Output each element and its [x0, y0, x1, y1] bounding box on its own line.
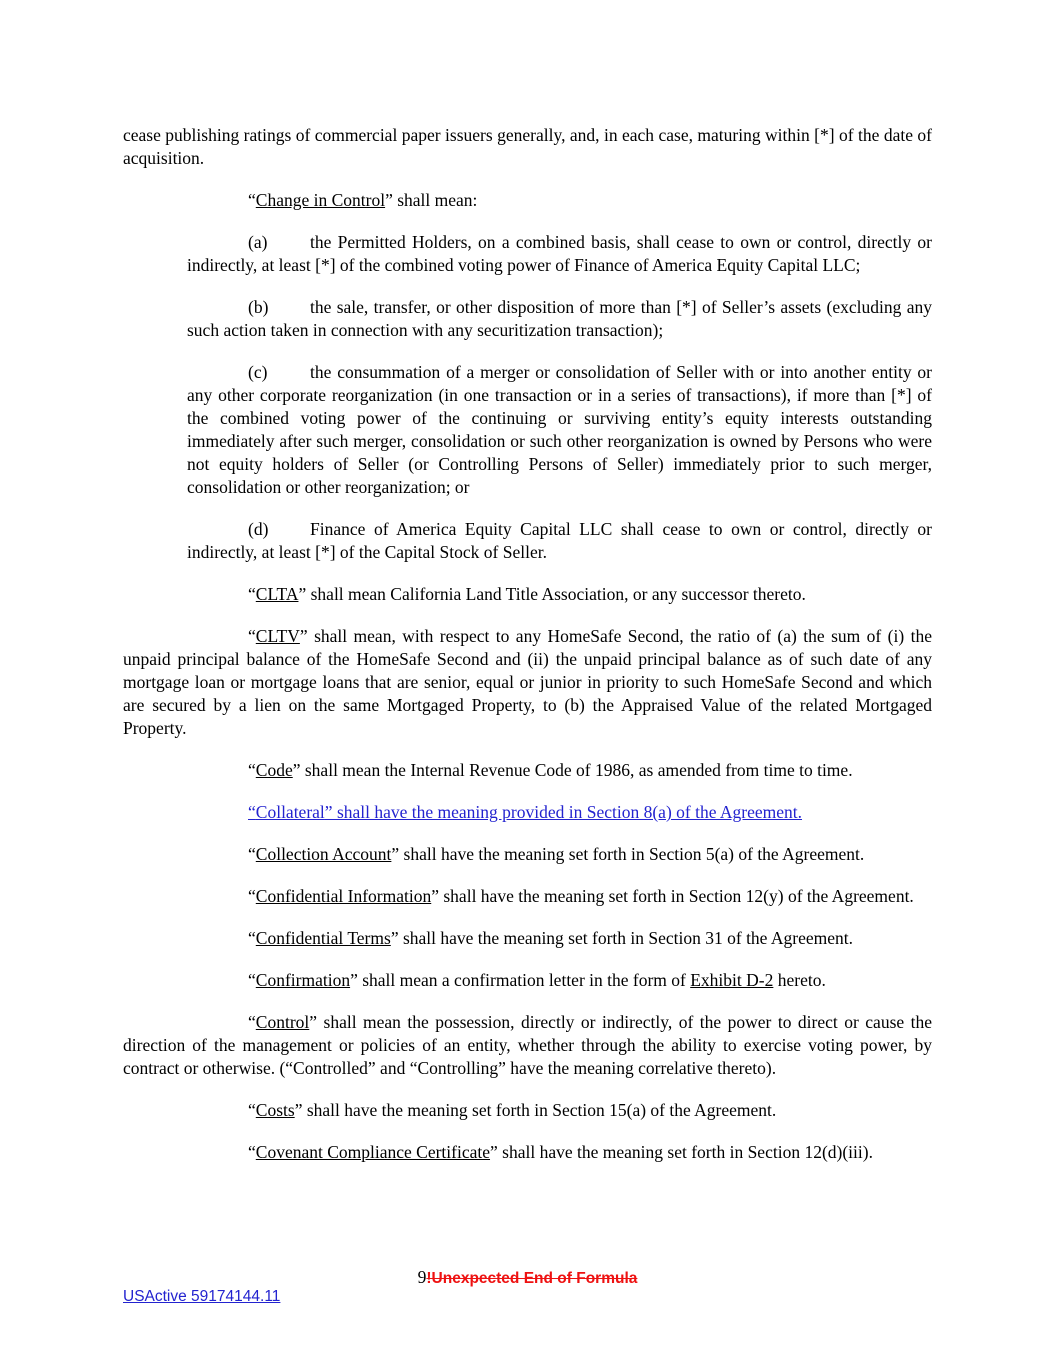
definition-confidential-terms — [123, 927, 932, 950]
definition-clta — [123, 583, 932, 606]
open-quote: “ — [248, 844, 256, 864]
definition-text: ” shall have the meaning provided in Section 8(a) of the Agreement. — [324, 802, 803, 822]
open-quote: “ — [248, 626, 256, 646]
definition-change-in-control — [123, 189, 932, 212]
definition-costs — [123, 1099, 932, 1122]
page-number: 9 — [417, 1267, 427, 1287]
defined-term: Change in Control — [255, 190, 386, 210]
clause-text: the sale, transfer, or other disposition of more than [*] of Seller’s assets (excluding any such action taken in connection with any securitization transaction); — [187, 297, 932, 340]
clause-marker: (d) — [248, 519, 269, 539]
clause-marker: (c) — [248, 362, 268, 382]
definition-text: ” shall mean: — [385, 190, 478, 210]
definition-confirmation — [123, 969, 932, 992]
open-quote: “ — [248, 802, 256, 822]
definition-text: hereto. — [773, 970, 826, 990]
open-quote: “ — [248, 760, 256, 780]
defined-term: CLTA — [255, 584, 299, 604]
definition-text: ” shall mean California Land Title Association, or any successor thereto. — [298, 584, 806, 604]
open-quote: “ — [248, 928, 256, 948]
defined-term: Code — [255, 760, 293, 780]
formula-error-text: !Unexpected End of Formula — [426, 1270, 638, 1287]
definition-text: ” shall mean the possession, directly or indirectly, of the power to direct or cause the direction of the management or policies of an entity, whether through the ability to exercise voting power, by contract or otherwise. (“Controlled” and “Controlling” have the meaning correlative thereto). — [123, 1012, 932, 1078]
definition-code — [123, 759, 932, 782]
definition-text: ” shall mean a confirmation letter in the form of — [350, 970, 691, 990]
definition-control — [123, 1011, 932, 1080]
open-quote: “ — [248, 886, 256, 906]
definition-cltv — [123, 625, 932, 740]
definition-text: ” shall have the meaning set forth in Section 12(y) of the Agreement. — [431, 886, 914, 906]
definition-text: ” shall have the meaning set forth in Section 12(d)(iii). — [490, 1142, 873, 1162]
intro-paragraph: cease publishing ratings of commercial paper issuers generally, and, in each case, maturing within [*] of the date of acquisition. — [123, 125, 932, 168]
definition-text: ” shall have the meaning set forth in Section 15(a) of the Agreement. — [294, 1100, 777, 1120]
definition-confidential-information — [123, 885, 932, 908]
defined-term: Covenant Compliance Certificate — [255, 1142, 491, 1162]
clause-marker: (a) — [248, 232, 268, 252]
clause-text: Finance of America Equity Capital LLC shall cease to own or control, directly or indirectly, at least [*] of the Capital Stock of Seller. — [187, 519, 932, 562]
clause-marker: (b) — [248, 297, 269, 317]
defined-term: Control — [255, 1012, 310, 1032]
definition-text: ” shall have the meaning set forth in Section 31 of the Agreement. — [390, 928, 853, 948]
clause-text: the Permitted Holders, on a combined basis, shall cease to own or control, directly or indirectly, at least [*] of the combined voting power of Finance of America Equity Capital LLC; — [187, 232, 932, 275]
clause-c — [187, 361, 932, 499]
defined-term: Confidential Terms — [255, 928, 391, 948]
defined-term: CLTV — [255, 626, 300, 646]
definition-collateral-hyperlink[interactable] — [123, 801, 932, 824]
page-footer — [0, 1266, 1055, 1290]
definition-collection-account — [123, 843, 932, 866]
definition-text: ” shall mean, with respect to any HomeSafe Second, the ratio of (a) the sum of (i) the unpaid principal balance of the HomeSafe Second and (ii) the unpaid principal balance as of such date of any mortgage loan or mortgage loans that are senior, equal or junior in priority to such HomeSafe Second and which are secured by a lien on the same Mortgaged Property, to (b) the Appraised Value of the related Mortgaged Property. — [123, 626, 932, 738]
defined-term: Collection Account — [255, 844, 392, 864]
page-body — [123, 124, 932, 1183]
exhibit-reference: Exhibit D-2 — [690, 970, 774, 990]
open-quote: “ — [248, 1142, 256, 1162]
open-quote: “ — [248, 970, 256, 990]
clause-a — [187, 231, 932, 277]
open-quote: “ — [248, 190, 256, 210]
defined-term: Confirmation — [255, 970, 351, 990]
open-quote: “ — [248, 1012, 256, 1032]
defined-term: Costs — [255, 1100, 295, 1120]
definition-text: ” shall have the meaning set forth in Section 5(a) of the Agreement. — [391, 844, 865, 864]
clause-d — [187, 518, 932, 564]
open-quote: “ — [248, 584, 256, 604]
doc-ref-link[interactable]: USActive 59174144.11 — [123, 1288, 281, 1305]
defined-term: Collateral — [255, 802, 325, 822]
open-quote: “ — [248, 1100, 256, 1120]
clause-text: the consummation of a merger or consolidation of Seller with or into another entity or any other corporate reorganization (in one transaction or in a series of transactions), if more than [*] of the combined voting power of the continuing or surviving entity’s equity interests outstanding immediately after such merger, consolidation or such other reorganization is owned by Persons who were not equity holders of Seller (or Controlling Persons of Seller) immediately prior to such merger, consolidation or other reorganization; or — [187, 362, 932, 497]
definition-covenant-compliance-certificate — [123, 1141, 932, 1164]
clause-b — [187, 296, 932, 342]
defined-term: Confidential Information — [255, 886, 432, 906]
definition-text: ” shall mean the Internal Revenue Code of 1986, as amended from time to time. — [292, 760, 853, 780]
